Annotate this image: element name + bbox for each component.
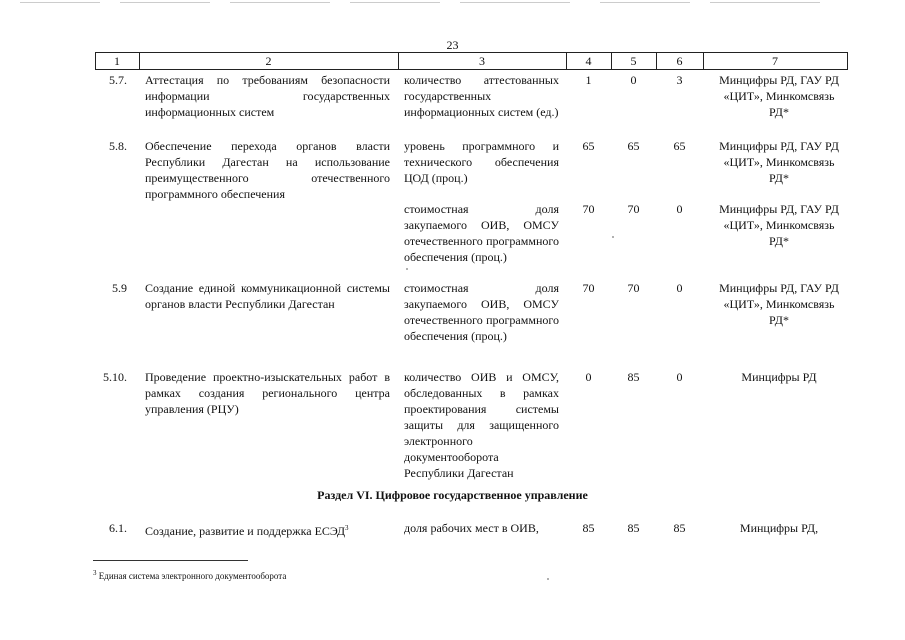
row-value-col6: 0 [676,370,683,384]
row-value-col5: 65 [627,139,640,153]
footnote-mark: 3 [93,569,97,577]
row-number: 6.1. [109,521,127,535]
col-header-2: 2 [265,54,272,68]
row-responsible: Минцифры РД, ГАУ РД «ЦИТ», Минкомсвязь РД* [719,139,839,185]
row-number: 5.7. [109,73,127,87]
row-value-col6: 0 [676,202,683,216]
row-number: 5.8. [109,139,127,153]
row-number: 5.10. [103,370,127,384]
footnote-separator [93,560,248,561]
row-value-col5: 70 [627,281,640,295]
row-indicator: количество ОИВ и ОМСУ, обследованных в рамках проектирования системы защиты для защищенного электронного документооборота Республики Дагестан [404,370,559,480]
row-value-col6: 65 [673,139,686,153]
row-value-col5: 0 [630,73,637,87]
col-header-5: 5 [630,54,637,68]
row-responsible: Минцифры РД, ГАУ РД «ЦИТ», Минкомсвязь РД* [719,73,839,119]
row-indicator: количество аттестованных государственных информационных систем (ед.) [404,73,559,119]
col-header-6: 6 [676,54,683,68]
col-header-4: 4 [585,54,592,68]
page-number: 23 [446,38,459,52]
section-title: Раздел VI. Цифровое государственное управление [317,488,588,502]
col-header-7: 7 [772,54,778,68]
row-name [145,520,395,539]
footnote-ref: 3 [345,524,349,532]
row-indicator: стоимостная доля закупаемого ОИВ, ОМСУ отечественного программного обеспечения (проц.) [404,202,559,264]
row-name: Аттестация по требованиям безопасности информации государственных информационных систем [145,73,390,119]
row-name: Создание единой коммуникационной системы органов власти Республики Дагестан [145,281,390,311]
row-value-col4: 0 [585,370,592,384]
scan-speck [612,236,614,238]
row-value-col5: 70 [627,202,640,216]
row-number: 5.9 [112,281,127,295]
row-indicator: стоимостная доля закупаемого ОИВ, ОМСУ отечественного программного обеспечения (проц.) [404,281,559,343]
row-value-col4: 65 [582,139,595,153]
row-indicator: доля рабочих мест в ОИВ, [404,521,539,535]
row-value-col5: 85 [627,370,640,384]
row-name: Проведение проектно-изыскательных работ в рамках создания регионального центра управления (РЦУ) [145,370,390,416]
row-responsible: Минцифры РД, ГАУ РД «ЦИТ», Минкомсвязь РД* [719,281,839,327]
row-responsible: Минцифры РД, [739,521,819,535]
footnote-text: Единая система электронного документооборота [98,571,287,581]
header-bottom-border [95,69,848,70]
col-header-3: 3 [479,54,485,68]
row-name: Обеспечение перехода органов власти Республики Дагестан на использование преимущественного отечественного программного обеспечения [145,139,390,201]
row-value-col6: 85 [673,521,686,535]
row-value-col4: 1 [585,73,592,87]
scan-speck [547,578,549,580]
row-indicator: уровень программного и технического обеспечения ЦОД (проц.) [404,139,559,185]
scan-speck [406,268,408,270]
row-responsible: Минцифры РД [741,370,817,384]
footnote [93,569,286,581]
row-value-col4: 85 [582,521,595,535]
row-value-col5: 85 [627,521,640,535]
row-responsible: Минцифры РД, ГАУ РД «ЦИТ», Минкомсвязь РД* [719,202,839,248]
row-value-col4: 70 [582,202,595,216]
row-name-text: Создание, развитие и поддержка ЕСЭД [145,524,346,538]
col-header-1: 1 [114,54,120,68]
row-value-col6: 3 [676,73,683,87]
row-value-col6: 0 [676,281,683,295]
row-value-col4: 70 [582,281,595,295]
table-top-border [95,52,848,53]
